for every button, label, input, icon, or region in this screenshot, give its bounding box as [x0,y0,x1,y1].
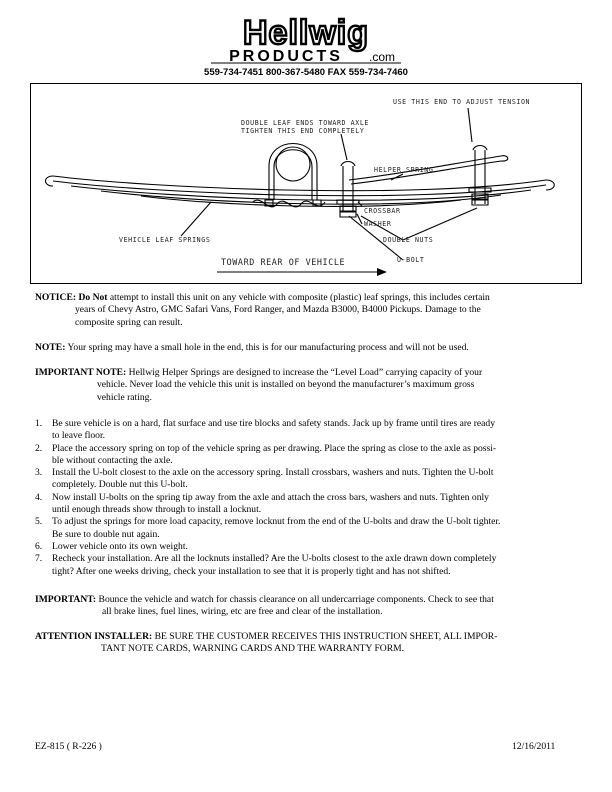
installation-diagram [30,83,582,284]
leader-leaf [181,202,211,236]
important-block [35,594,580,619]
label-double-nuts: DOUBLE NUTS [383,236,434,244]
label-vehicle-leaf-springs: VEHICLE LEAF SPRINGS [119,236,211,244]
notice-do-not: Do Not [78,292,108,303]
important-line-1: Bounce the vehicle and watch for chassis clearance on all undercarriage components. Check to see that [98,594,494,605]
note-label: NOTE: [35,342,66,353]
leader-double-leaf [341,134,347,160]
contact-phone-fax: 559-734-7451 800-367-5480 FAX 559-734-7460 [204,67,408,78]
logo-brand: Hellwig [242,14,370,52]
important-note-line-2: vehicle. Never load the vehicle this unit is installed on beyond the manufacturer’s maximum gross [97,379,475,391]
label-adjust-tension: USE THIS END TO ADJUST TENSION [393,98,531,106]
step-item [35,467,580,492]
notice-line-3: composite spring can result. [75,316,183,328]
step-item [35,418,580,443]
important-label: IMPORTANT: [35,594,97,605]
label-double-leaf-2: TIGHTEN THIS END COMPLETELY [241,127,365,135]
step-text: To adjust the springs for more load capacity, remove locknut from the end of the U-bolts and draw the U-bolt tighter. [52,516,501,528]
step-text: Install the U-bolt closest to the axle on the accessory spring. Install crossbars, washers and nuts. Tighten the U-bolt [52,467,494,479]
notice-label: NOTICE: [35,292,77,303]
step-item [35,443,580,468]
step-number: 3. [35,467,43,479]
important-note-label: IMPORTANT NOTE: [35,367,127,378]
label-toward-rear: TOWARD REAR OF VEHICLE [221,257,346,267]
attention-line-2: TANT NOTE CARDS, WARNING CARDS AND THE WARRANTY FORM. [101,643,405,655]
document-code: EZ-815 ( R-226 ) [35,741,102,752]
step-text: Be sure vehicle is on a hard, flat surface and use tire blocks and safety stands. Jack up by frame until tires are ready [52,418,496,429]
helper-spring-tip [501,156,508,161]
step-text-cont: completely. Double nut this U-bolt. [52,479,188,491]
step-item [35,553,580,578]
step-number: 4. [35,491,43,503]
installation-steps [35,418,580,578]
leaf-eye-right [546,180,554,190]
rear-arrow-head [377,268,387,276]
label-ubolt: U-BOLT [397,256,425,264]
step-item [35,492,580,517]
step-text: Place the accessory spring on top of the vehicle spring as per drawing. Place the spring as close to the axle as possi- [52,442,497,454]
axle-tube [276,147,310,181]
important-line-2: all brake lines, fuel lines, wiring, etc are free and clear of the installation. [102,606,383,618]
step-text-cont: Be sure to double nut again. [52,528,160,540]
step-number: 2. [35,442,43,454]
label-washer: WASHER [364,220,392,228]
attention-line-1: BE SURE THE CUSTOMER RECEIVES THIS INSTRUCTION SHEET, ALL IMPOR- [154,631,498,642]
notice-block [35,292,580,329]
step-item [35,516,580,541]
step-text: Now install U-bolts on the spring tip away from the axle and attach the cross bars, washers and nuts. Tighten only [52,491,489,503]
attention-installer-block [35,631,580,656]
step-text-cont: ble without contacting the axle. [52,454,173,466]
step-text: Recheck your installation. Are all the locknuts installed? Are the U-bolts closest to the axle drawn down completely [52,553,497,565]
step-text-cont: until enough threads show through to install a locknut. [52,504,262,516]
note-block [35,342,580,354]
label-double-leaf-1: DOUBLE LEAF ENDS TOWARD AXLE [241,119,369,127]
important-note-line-3: vehicle rating. [97,391,152,403]
attention-label: ATTENTION INSTALLER: [35,631,153,642]
step-number: 6. [35,540,43,552]
label-crossbar: CROSSBAR [364,207,401,215]
logo-sub: PRODUCTS [229,48,343,64]
important-note-line-1: Hellwig Helper Springs are designed to increase the “Level Load” carrying capacity of your [128,367,483,378]
leader-adjust [468,108,472,142]
important-note-block [35,367,580,404]
hellwig-logo [196,14,416,64]
step-text-cont: tight? After one weeks driving, check your installation to see that it is properly tight and has not shifted. [52,565,451,577]
notice-line-2: years of Chevy Astro, GMC Safari Vans, Ford Ranger, and Mazda B3000, B4000 Pickups. Damage to the [75,304,481,316]
step-text-cont: to leave floor. [52,430,106,442]
step-number: 1. [35,418,43,429]
notice-line-1: attempt to install this unit on any vehicle with composite (plastic) leaf springs, this includes certain [109,292,490,303]
axle-ubolt [269,144,317,201]
note-text: Your spring may have a small hole in the end, this is for our manufacturing process and will not be used. [67,342,469,353]
logo-suffix: .com [369,50,396,64]
step-item [35,541,580,553]
diagram-drawing [31,84,583,285]
step-text: Lower vehicle onto its own weight. [52,540,188,552]
label-helper-spring: HELPER SPRING [374,166,434,174]
document-date: 12/16/2011 [512,741,556,752]
double-nuts-near [340,206,356,217]
step-number: 7. [35,553,43,565]
leaf-eye-left [46,176,54,186]
step-number: 5. [35,516,43,528]
